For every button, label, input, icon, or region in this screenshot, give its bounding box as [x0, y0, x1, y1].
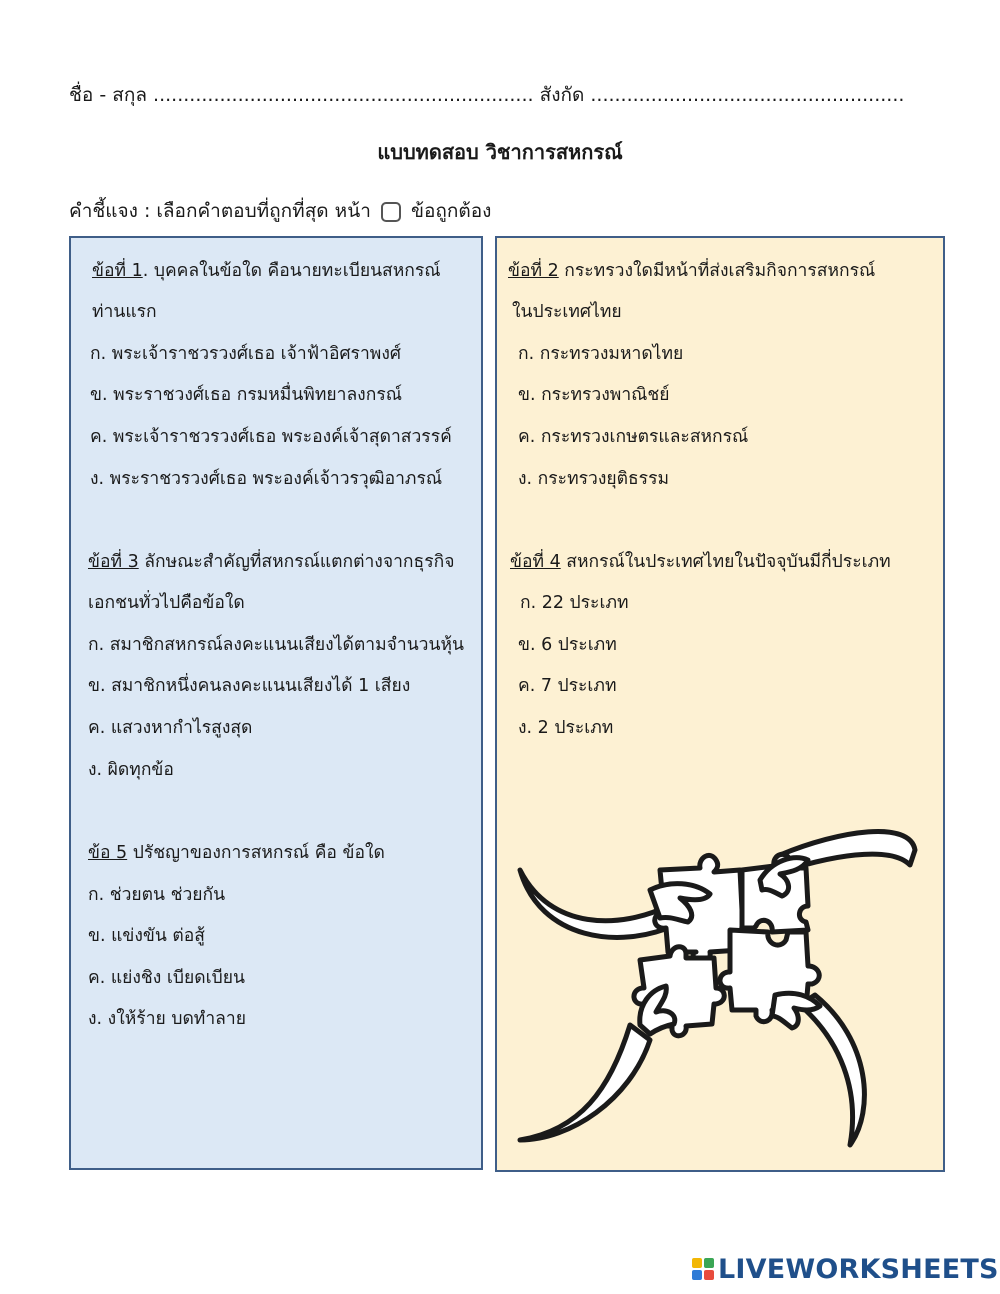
question-4-text: สหกรณ์ในประเทศไทยในปัจจุบันมีกี่ประเภท: [560, 552, 891, 572]
puzzle-hands-icon: [510, 820, 930, 1150]
question-4: [510, 547, 891, 575]
question-2-choice-d[interactable]: ง. กระทรวงยุติธรรม: [518, 469, 670, 489]
question-1-text: . บุคคลในข้อใด คือนายทะเบียนสหกรณ์: [142, 261, 441, 281]
question-5: [88, 838, 385, 866]
question-4-choice-a[interactable]: ก. 22 ประเภท: [520, 593, 629, 613]
affiliation-label: สังกัด: [539, 84, 585, 106]
question-4-label: ข้อที่ 4: [510, 552, 561, 572]
question-5-choice-d[interactable]: ง. งให้ร้าย บดทำลาย: [88, 1009, 246, 1029]
question-5-choice-b[interactable]: ข. แข่งขัน ต่อสู้: [88, 926, 205, 946]
question-5-choice-c[interactable]: ค. แย่งชิง เบียดเบียน: [88, 968, 245, 988]
logo-square-3: [692, 1270, 702, 1280]
checkbox-sample-icon: [381, 202, 401, 222]
question-3-choice-c[interactable]: ค. แสวงหากำไรสูงสุด: [88, 718, 253, 738]
name-field[interactable]: ...............................................................: [153, 84, 534, 106]
question-1-text-cont: ท่านแรก: [92, 302, 157, 322]
instruction-text: คำชี้แจง : เลือกคำตอบที่ถูกที่สุด หน้า: [69, 200, 371, 222]
question-1-choice-b[interactable]: ข. พระราชวงศ์เธอ กรมหมื่นพิทยาลงกรณ์: [90, 385, 402, 405]
question-3-choice-d[interactable]: ง. ผิดทุกข้อ: [88, 760, 174, 780]
name-label: ชื่อ - สกุล: [69, 84, 147, 106]
logo-square-2: [704, 1258, 714, 1268]
question-3-label: ข้อที่ 3: [88, 552, 139, 572]
logo-square-1: [692, 1258, 702, 1268]
question-5-text: ปรัชญาของการสหกรณ์ คือ ข้อใด: [127, 843, 385, 863]
question-1-choice-c[interactable]: ค. พระเจ้าราชวรวงศ์เธอ พระองค์เจ้าสุดาสวรรค์: [90, 427, 452, 447]
question-3-choice-a[interactable]: ก. สมาชิกสหกรณ์ลงคะแนนเสียงได้ตามจำนวนหุ้น: [88, 635, 464, 655]
question-3-choice-b[interactable]: ข. สมาชิกหนึ่งคนลงคะแนนเสียงได้ 1 เสียง: [88, 676, 411, 696]
question-1: [92, 256, 441, 284]
question-2: [508, 256, 875, 284]
question-2-text: กระทรวงใดมีหน้าที่ส่งเสริมกิจการสหกรณ์: [558, 261, 876, 281]
question-3-text: ลักษณะสำคัญที่สหกรณ์แตกต่างจากธุรกิจ: [138, 552, 455, 572]
question-2-choice-c[interactable]: ค. กระทรวงเกษตรและสหกรณ์: [518, 427, 749, 447]
affiliation-field[interactable]: ....................................................: [590, 84, 905, 106]
page-title: แบบทดสอบ วิชาการสหกรณ์: [377, 140, 623, 164]
brand-name: LIVEWORKSHEETS: [718, 1253, 999, 1285]
logo-square-4: [704, 1270, 714, 1280]
question-1-choice-a[interactable]: ก. พระเจ้าราชวรวงศ์เธอ เจ้าฟ้าอิศราพงศ์: [90, 344, 401, 364]
question-5-choice-a[interactable]: ก. ช่วยตน ช่วยกัน: [88, 885, 226, 905]
question-2-text-cont: ในประเทศไทย: [512, 302, 622, 322]
instruction-text-after: ข้อถูกต้อง: [410, 200, 492, 222]
question-2-label: ข้อที่ 2: [508, 261, 559, 281]
question-1-choice-d[interactable]: ง. พระราชวรวงศ์เธอ พระองค์เจ้าวรวุฒิอาภรณ์: [90, 469, 443, 489]
question-3: [88, 547, 454, 575]
question-2-choice-b[interactable]: ข. กระทรวงพาณิชย์: [518, 385, 670, 405]
question-3-text-cont: เอกชนทั่วไปคือข้อใด: [88, 593, 245, 613]
logo-grid-icon: [692, 1258, 714, 1280]
question-2-choice-a[interactable]: ก. กระทรวงมหาดไทย: [518, 344, 684, 364]
name-line: [69, 80, 904, 110]
instruction: [69, 196, 491, 226]
question-5-label: ข้อ 5: [88, 843, 128, 863]
question-4-choice-c[interactable]: ค. 7 ประเภท: [518, 676, 617, 696]
liveworksheets-logo[interactable]: [692, 1252, 999, 1286]
question-4-choice-d[interactable]: ง. 2 ประเภท: [518, 718, 614, 738]
question-4-choice-b[interactable]: ข. 6 ประเภท: [518, 635, 617, 655]
question-1-label: ข้อที่ 1: [92, 261, 143, 281]
